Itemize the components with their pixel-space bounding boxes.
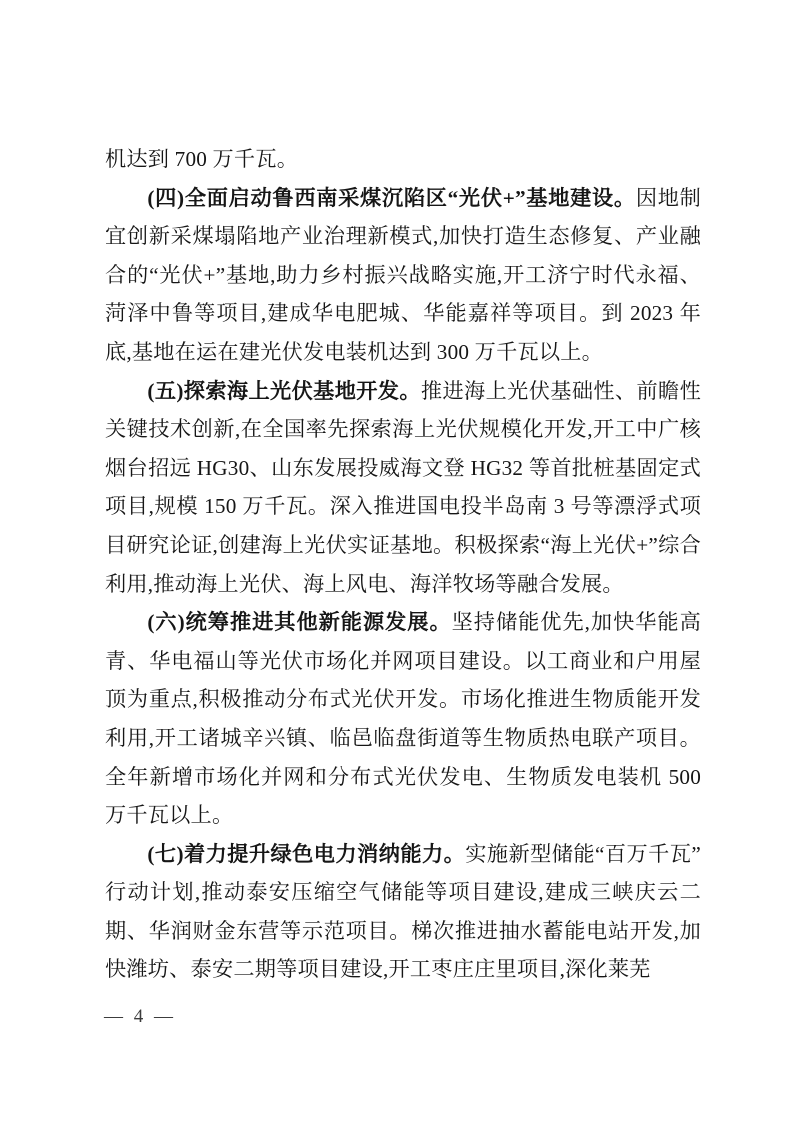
paragraph-text: 坚持储能优先,加快华能高青、华电福山等光伏市场化并网项目建设。以工商业和户用屋顶为重点,积极推动分布式光伏开发。市场化推进生物质能开发利用,开工诸城辛兴镇、临邑临盘街道等生物质热电联产项目。全年新增市场化并网和分布式光伏发电、生物质发电装机 500 万千瓦以上。 [105,610,701,828]
section-heading: (四)全面启动鲁西南采煤沉陷区“光伏+”基地建设。 [147,185,636,210]
section-heading: (七)着力提升绿色电力消纳能力。 [147,841,466,866]
paragraph-text: 机达到 700 万千瓦。 [105,147,299,171]
section-heading: (六)统筹推进其他新能源发展。 [147,610,452,635]
page-number: — 4 — [104,1006,176,1027]
paragraph-section-5 [105,372,701,604]
paragraph-text: 因地制宜创新采煤塌陷地产业治理新模式,加快打造生态修复、产业融合的“光伏+”基地,助力乡村振兴战略实施,开工济宁时代永福、菏泽中鲁等项目,建成华电肥城、华能嘉祥等项目。到 2023 年底,基地在运在建光伏发电装机达到 300 万千瓦以上。 [105,185,701,364]
paragraph-text: 实施新型储能“百万千瓦”行动计划,推动泰安压缩空气储能等项目建设,建成三峡庆云二期、华润财金东营等示范项目。梯次推进抽水蓄能电站开发,加快潍坊、泰安二期等项目建设,开工枣庄庄里项目,深化莱芜 [105,841,701,982]
document-body [105,140,701,989]
paragraph-text: 推进海上光伏基础性、前瞻性关键技术创新,在全国率先探索海上光伏规模化开发,开工中广核烟台招远 HG30、山东发展投威海文登 HG32 等首批桩基固定式项目,规模 150 万千瓦。深入推进国电投半岛南 3 号等漂浮式项目研究论证,创建海上光伏实证基地。积极探索“海上光伏+”综合利用,推动海上光伏、海上风电、海洋牧场等融合发展。 [105,378,701,596]
paragraph-section-7 [105,835,701,989]
paragraph-section-6 [105,603,701,835]
paragraph-section-4 [105,179,701,372]
section-heading: (五)探索海上光伏基地开发。 [147,378,421,403]
paragraph-continuation [105,140,701,179]
